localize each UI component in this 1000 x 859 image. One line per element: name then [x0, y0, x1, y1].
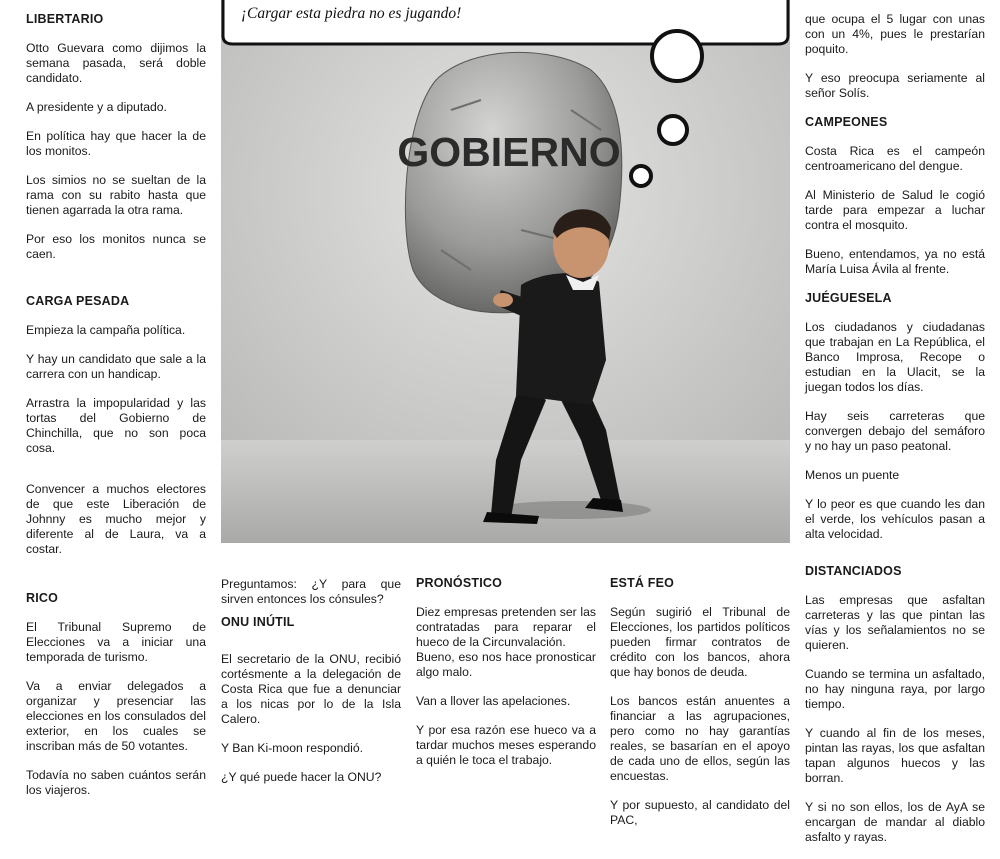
column-3 — [416, 576, 596, 782]
paragraph: A presidente y a diputado. — [26, 100, 167, 114]
paragraph: Van a llover las apelaciones. — [416, 694, 571, 708]
thought-bubble-medium — [659, 116, 687, 144]
paragraph: Costa Rica es el campeón centroamericano del dengue. — [805, 144, 985, 173]
heading-onu-inutil: ONU INÚTIL — [221, 615, 295, 629]
paragraph: Va a enviar delegados a organizar y presenciar las elecciones en los consulados del exterior, en los cuales se inscriban más de 50 votantes. — [26, 679, 206, 753]
thought-bubble-large — [652, 31, 702, 81]
bubble-caption: ¡Cargar esta piedra no es jugando! — [241, 5, 462, 22]
column-1-section-2 — [26, 294, 206, 571]
thought-bubble-small — [631, 166, 651, 186]
paragraph: Preguntamos: ¿Y para que sirven entonces los cónsules? — [221, 577, 401, 606]
paragraph: Diez empresas pretenden ser las contratadas para reparar el hueco de la Circunvalación. — [416, 605, 596, 649]
paragraph: Y por supuesto, al candidato del PAC, — [610, 798, 790, 827]
heading-libertario: LIBERTARIO — [26, 12, 104, 26]
heading-campeones: CAMPEONES — [805, 115, 888, 129]
cartoon-svg — [221, 0, 790, 543]
paragraph: Y eso preocupa seriamente al señor Solís. — [805, 71, 985, 100]
paragraph: En política hay que hacer la de los monitos. — [26, 129, 206, 158]
column-2 — [221, 577, 401, 799]
cartoon-illustration — [221, 0, 790, 543]
paragraph: Hay seis carreteras que convergen debajo del semáforo y no hay un paso peatonal. — [805, 409, 985, 453]
paragraph: Arrastra la impopularidad y las tortas del Gobierno de Chinchilla, que no son poca cosa. — [26, 396, 206, 455]
paragraph: Las empresas que asfaltan carreteras y las que pintan las vías y los señalamientos no se quieren. — [805, 593, 985, 652]
rock-label: GOBIERNO — [397, 129, 621, 175]
paragraph: Y por esa razón ese hueco va a tardar muchos meses esperando a quién le toca el trabajo. — [416, 723, 596, 767]
paragraph: El Tribunal Supremo de Elecciones va a iniciar una temporada de turismo. — [26, 620, 206, 664]
paragraph: Por eso los monitos nunca se caen. — [26, 232, 206, 261]
paragraph: ¿Y qué puede hacer la ONU? — [221, 770, 382, 784]
paragraph: Y si no son ellos, los de AyA se encargan de mandar al diablo asfalto y rayas. — [805, 800, 985, 844]
paragraph: Y cuando al fin de los meses, pintan las rayas, los que asfaltan tapan algunos huecos y las borran. — [805, 726, 985, 785]
heading-rico: RICO — [26, 591, 59, 605]
paragraph: Convencer a muchos electores de que este Liberación de Johnny es mucho mejor y diferente al de Laura, va a costar. — [26, 482, 206, 556]
paragraph: Y hay un candidato que sale a la carrera con un handicap. — [26, 352, 206, 381]
paragraph: Cuando se termina un asfaltado, no hay ninguna raya, por largo tiempo. — [805, 667, 985, 711]
paragraph: Y Ban Ki-moon respondió. — [221, 741, 364, 755]
paragraph: Empieza la campaña política. — [26, 323, 186, 337]
heading-distanciados: DISTANCIADOS — [805, 564, 902, 578]
paragraph: Todavía no saben cuántos serán los viajeros. — [26, 768, 206, 797]
paragraph: Los bancos están anuentes a financiar a las agrupaciones, pero como no hay garantías reales, se basarían en el apoyo de cada uno de ellos, según las encuestas. — [610, 694, 790, 783]
paragraph: Según sugirió el Tribunal de Elecciones, los partidos políticos pueden firmar contratos de crédito con los bancos, ahora que hay bonos de deuda. — [610, 605, 790, 679]
column-1-section-3 — [26, 591, 206, 812]
paragraph: Menos un puente — [805, 468, 900, 482]
paragraph: Al Ministerio de Salud le cogió tarde para empezar a luchar contra el mosquito. — [805, 188, 985, 232]
paragraph: Los simios no se sueltan de la rama con su rabito hasta que tienen agarrada la otra rama. — [26, 173, 206, 217]
heading-pronostico: PRONÓSTICO — [416, 576, 503, 590]
paragraph: Bueno, entendamos, ya no está María Luisa Ávila al frente. — [805, 247, 985, 276]
paragraph: El secretario de la ONU, recibió cortésmente a la delegación de Costa Rica que fue a denunciar a los nicas por lo de la Isla Calero. — [221, 652, 401, 726]
paragraph: Y lo peor es que cuando les dan el verde, los vehículos pasan a alta velocidad. — [805, 497, 985, 541]
paragraph: Otto Guevara como dijimos la semana pasada, será doble candidato. — [26, 41, 206, 85]
column-5 — [805, 12, 985, 859]
paragraph: Bueno, eso nos hace pronosticar algo malo. — [416, 650, 596, 679]
heading-esta-feo: ESTÁ FEO — [610, 576, 675, 590]
column-4 — [610, 576, 790, 842]
paragraph: que ocupa el 5 lugar con unas con un 4%, pues le prestarían poquito. — [805, 12, 985, 56]
column-1 — [26, 12, 206, 276]
paragraph: Los ciudadanos y ciudadanas que trabajan en La República, el Banco Improsa, Recope o estudian en la Ulacit, se la juegan todos los días. — [805, 320, 985, 394]
heading-jueguesela: JUÉGUESELA — [805, 291, 892, 305]
heading-carga-pesada: CARGA PESADA — [26, 294, 130, 308]
